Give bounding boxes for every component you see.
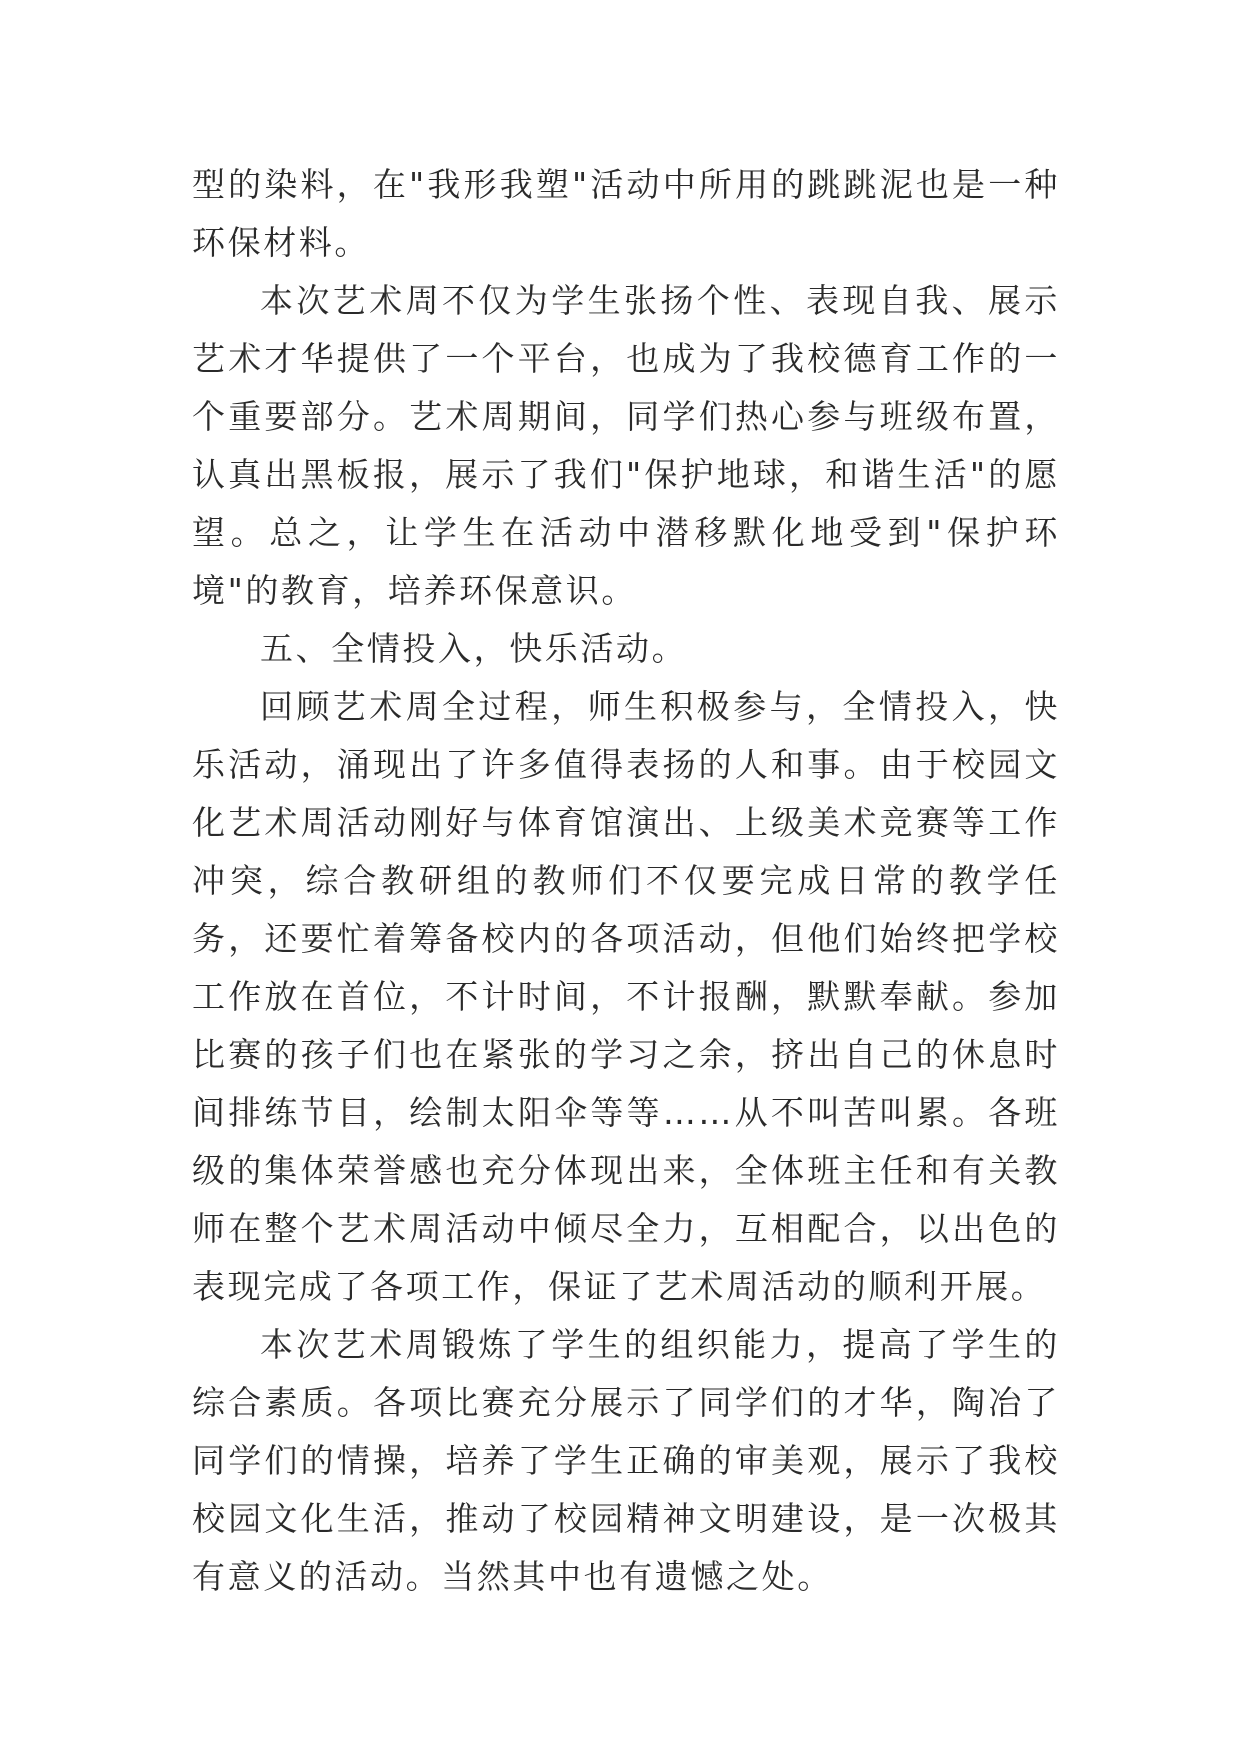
section-heading-five: 五、全情投入，快乐活动。: [260, 629, 688, 668]
paragraph-review: 回顾艺术周全过程，师生积极参与，全情投入，快乐活动，涌现出了许多值得表扬的人和事。由于校园文化艺术周活动刚好与体育馆演出、上级美术竞赛等工作冲突，综合教研组的教师们不仅要完成日常的教学任务，还要忙着筹备校内的各项活动，但他们始终把学校工作放在首位，不计时间，不计报酬，默默奉献。参加比赛的孩子们也在紧张的学习之余，挤出自己的休息时间排练节目，绘制太阳伞等等……从不叫苦叫累。各班级的集体荣誉感也充分体现出来，全体班主任和有关教师在整个艺术周活动中倾尽全力，互相配合，以出色的表现完成了各项工作，保证了艺术周活动的顺利开展。: [192, 687, 1060, 1306]
paragraph-continuation: 型的染料，在"我形我塑"活动中所用的跳跳泥也是一种环保材料。: [192, 165, 1060, 262]
document-body: [192, 156, 1060, 1606]
paragraph-art-week-moral-education: 本次艺术周不仅为学生张扬个性、表现自我、展示艺术才华提供了一个平台，也成为了我校德育工作的一个重要部分。艺术周期间，同学们热心参与班级布置，认真出黑板报，展示了我们"保护地球，和谐生活"的愿望。总之，让学生在活动中潜移默化地受到"保护环境"的教育，培养环保意识。: [192, 281, 1060, 610]
paragraph-conclusion: 本次艺术周锻炼了学生的组织能力，提高了学生的综合素质。各项比赛充分展示了同学们的才华，陶冶了同学们的情操，培养了学生正确的审美观，展示了我校校园文化生活，推动了校园精神文明建设，是一次极其有意义的活动。当然其中也有遗憾之处。: [192, 1325, 1060, 1596]
